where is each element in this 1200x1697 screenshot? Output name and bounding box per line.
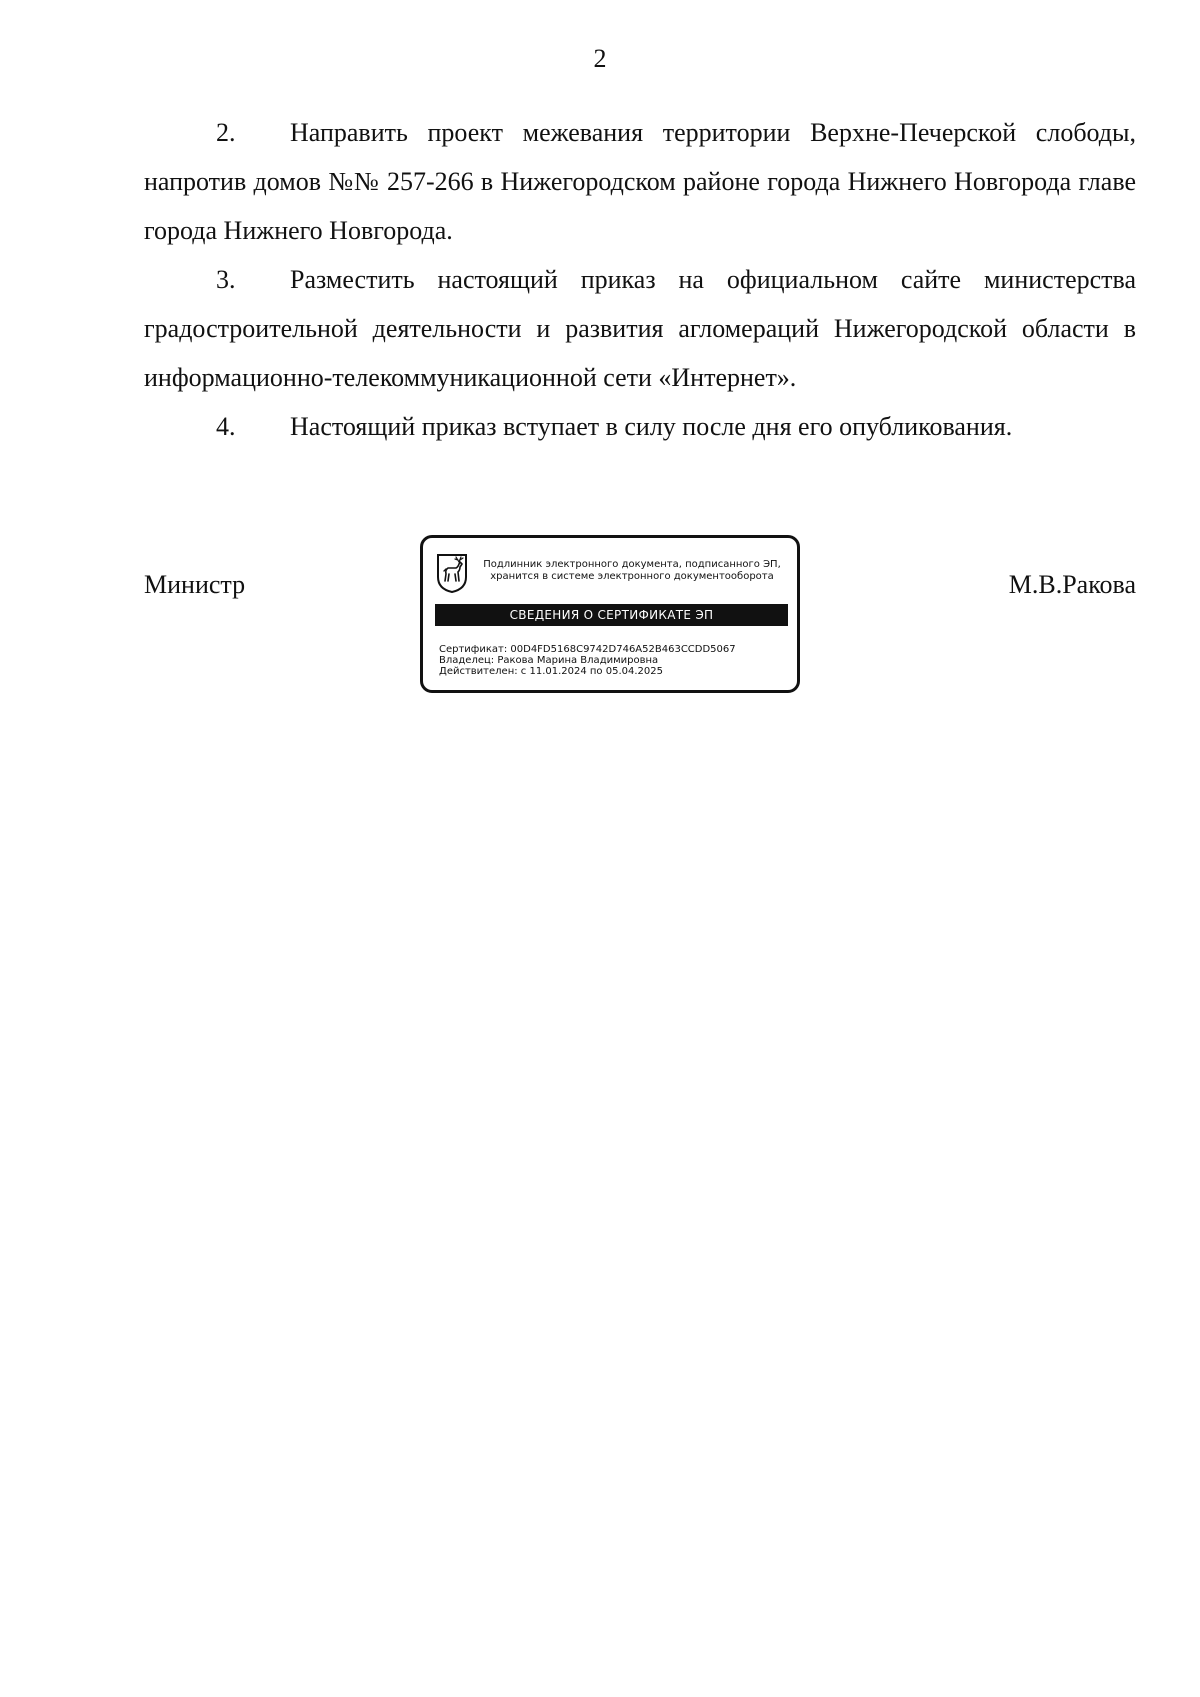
paragraph-2 [144, 108, 1136, 255]
stamp-header-line: Подлинник электронного документа, подписанного ЭП, [483, 559, 781, 570]
paragraph-number: 3. [216, 265, 236, 294]
paragraph-4 [144, 402, 1136, 451]
nizhny-novgorod-deer-emblem-icon [436, 553, 468, 593]
signatory-name: М.В.Ракова [1008, 570, 1136, 599]
paragraph-number: 2. [216, 118, 236, 147]
certificate-number: Сертификат: 00D4FD5168C9742D746A52B463CCDD5067 [439, 644, 736, 655]
electronic-signature-stamp [420, 535, 800, 693]
certificate-validity: Действителен: с 11.01.2024 по 05.04.2025 [439, 666, 663, 677]
stamp-header [473, 559, 791, 583]
stamp-details [439, 644, 736, 677]
paragraph-3 [144, 255, 1136, 402]
stamp-title: СВЕДЕНИЯ О СЕРТИФИКАТЕ ЭП [435, 604, 788, 626]
document-body [144, 108, 1136, 451]
paragraph-number: 4. [216, 412, 236, 441]
paragraph-text: Направить проект межевания территории Верхне-Печерской слободы, напротив домов №№ 257-266 в Нижегородском районе города Нижнего Новгорода главе города Нижнего Новгорода. [144, 118, 1136, 245]
paragraph-text: Настоящий приказ вступает в силу после дня его опубликования. [290, 412, 1013, 441]
stamp-header-line: хранится в системе электронного документооборота [490, 571, 774, 582]
paragraph-text: Разместить настоящий приказ на официальном сайте министерства градостроительной деятельности и развития агломераций Нижегородской области в информационно-телекоммуникационной сети «Интернет». [144, 265, 1136, 392]
certificate-owner: Владелец: Ракова Марина Владимировна [439, 655, 659, 666]
page-number: 2 [593, 44, 607, 73]
signatory-position: Министр [144, 570, 246, 599]
